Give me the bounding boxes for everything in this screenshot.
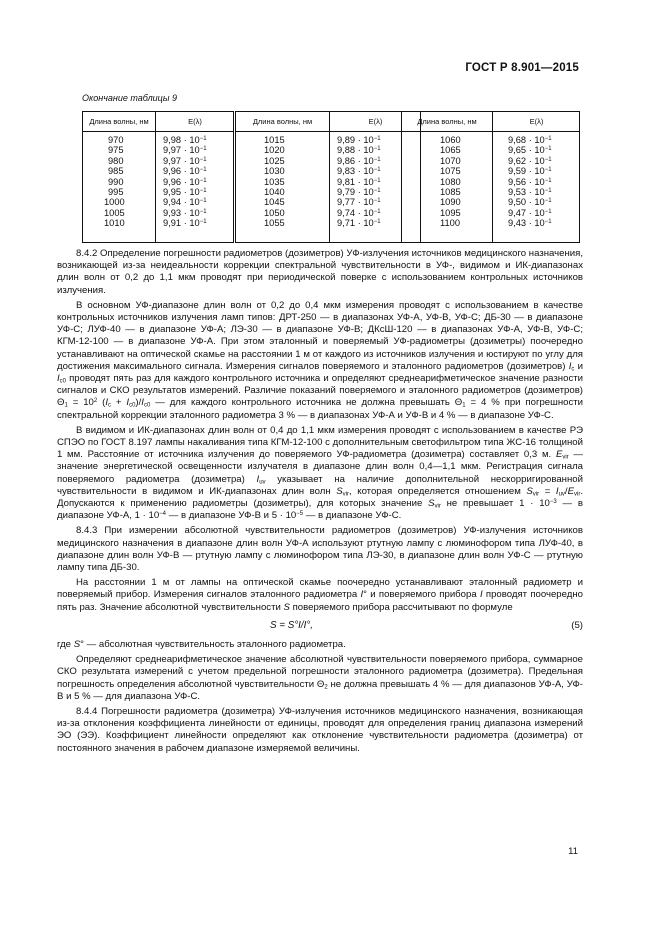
e-cell: $9,53 \cdot 10^{-1}$ [508,186,552,197]
table-header [83,112,233,132]
wavelength-cell: 1075 [440,166,461,177]
wavelength-cell: 985 [108,166,124,177]
wavelength-cell: 1020 [264,145,285,156]
wavelength-cell: 990 [108,176,124,187]
table-row [402,166,579,176]
wavelength-cell: 995 [108,186,124,197]
e-cell: $9,96 \cdot 10^{-1}$ [163,176,207,187]
wavelength-cell: 1015 [264,135,285,145]
col-header-e-lambda: E(λ) [188,117,202,126]
wavelength-cell: 975 [108,145,124,156]
table-row [402,208,579,218]
document-code: ГОСТ Р 8.901—2015 [465,62,579,74]
e-cell: $9,97 \cdot 10^{-1}$ [163,145,207,156]
table-row [236,218,420,228]
formula-5 [57,618,583,634]
e-cell: $9,65 \cdot 10^{-1}$ [508,145,552,156]
table-row [402,156,579,166]
body-text [57,248,583,758]
formula-expression: S = S°I/I°, [270,619,313,631]
e-cell: $9,62 \cdot 10^{-1}$ [508,155,552,166]
table-row [236,177,420,187]
e-cell: $9,43 \cdot 10^{-1}$ [508,218,552,229]
col-header-wavelength: Длина волны, нм [252,117,313,126]
wavelength-cell: 1035 [264,176,285,187]
wavelength-cell: 1065 [440,145,461,156]
table-row [402,135,579,145]
paragraph-8-4-3: 8.4.3 При измерении абсолютной чувствительности радиометров (дозиметров) УФ-излучения источников медицинского назначения в диапазоне длин волн УФ-А используют ртутную лампу с люминофором типа ЛУФ-40, в диапазоне длин волн УФ-В — ртутную лампу с люминофором типа ЛЭ-30, в диапазоне длин волн УФ-С — ртутную лампу типа ДБ-30. [57,525,583,574]
wavelength-cell: 1030 [264,166,285,177]
table-row [83,177,233,187]
table-row [83,218,233,228]
table-row [236,187,420,197]
table-row [83,166,233,176]
e-cell: $9,95 \cdot 10^{-1}$ [163,186,207,197]
wavelength-cell: 1095 [440,207,461,218]
table-row [83,197,233,207]
col-header-e-lambda: E(λ) [368,117,383,126]
wavelength-cell: 1080 [440,176,461,187]
wavelength-cell: 1045 [264,197,285,208]
table-row [402,218,579,228]
paragraph-uv-range: В основном УФ-диапазоне длин волн от 0,2 до 0,4 мкм измерения проводят с использованием в качестве контрольных источников излучения ламп типов: ДРТ-250 — в диапазонах УФ-А, УФ-В, УФ-С; ДБ-30 — в диапазоне УФ-С; ЛУФ-40 — в диапазоне УФ-А; ЛЭ-30 — в диапазоне УФ-В; ДКсШ-120 — в диапазонах УФ-А, УФ-В, УФ-С; КГМ-12-100 — в диапазоне УФ-А. При этом эталонный и поверяемый УФ-радиометры (дозиметры) поочередно устанавливают на оптической скамье на расстоянии 1 м от каждого из источников излучения и юстируют по углу для достижения максимального сигнала. Измерения сигналов поверяемого и эталонного радиометров (дозиметров) $I_c$ и $I_{c0}$ проводят пять раз для каждого контрольного источника и определяют среднеарифметическое значение разности сигналов и СКО результатов измерений. Различие показаний поверяемого и эталонного радиометров (дозиметров) $\Theta_1 = 10^2$ $(I_c + I_{c0})/I_{c0}$ — для каждого контрольного источника не должна превышать $\Theta_1 = 4$ % при погрешности спектральной коррекции эталонного радиометра 3 % — в диапазонах УФ-А и УФ-В и 4 % — в диапазоне УФ-С. [57,299,584,421]
e-cell: $9,89 \cdot 10^{-1}$ [337,135,381,145]
paragraph-8-4-4: 8.4.4 Погрешности радиометра (дозиметра) УФ-излучения источников медицинского назначения, возникающая из-за отклонения коэффициента линейности от единицы, проводят для определения границ диапазона измерений ЭО (ЭЭ). Коэффициент линейности определяют как отклонение чувствительности радиометра (дозиметра) от постоянного значения в рабочем диапазоне измеряемой величины. [57,705,583,754]
e-cell: $9,94 \cdot 10^{-1}$ [163,197,207,208]
col-header-wavelength: Длина волны, нм [89,117,149,126]
wavelength-cell: 980 [108,155,124,166]
table-body [236,135,420,229]
e-cell: $9,79 \cdot 10^{-1}$ [337,186,381,197]
table-row [83,156,233,166]
e-cell: $9,91 \cdot 10^{-1}$ [163,218,207,229]
wavelength-cell: 1090 [440,197,461,208]
table-row [402,187,579,197]
table-body [402,135,579,229]
e-cell: $9,96 \cdot 10^{-1}$ [163,166,207,177]
e-cell: $9,93 \cdot 10^{-1}$ [163,207,207,218]
e-cell: $9,77 \cdot 10^{-1}$ [337,197,381,208]
wavelength-cell: 970 [108,135,124,145]
e-cell: $9,56 \cdot 10^{-1}$ [508,176,552,187]
e-cell: $9,68 \cdot 10^{-1}$ [508,135,552,145]
e-cell: $9,50 \cdot 10^{-1}$ [508,197,552,208]
spectral-table [82,111,579,243]
table-row [83,145,233,155]
e-cell: $9,71 \cdot 10^{-1}$ [337,218,381,229]
page-number: 11 [568,846,578,857]
e-cell: $9,88 \cdot 10^{-1}$ [337,145,381,156]
table-row [236,145,420,155]
subtable-2 [235,111,421,243]
table-row [83,135,233,145]
table-row [236,166,420,176]
table-row [402,177,579,187]
e-cell: $9,81 \cdot 10^{-1}$ [337,176,381,187]
wavelength-cell: 1050 [264,207,285,218]
paragraph-where: где S° — абсолютная чувствительность эталонного радиометра. [57,638,346,650]
wavelength-cell: 1060 [440,135,461,145]
wavelength-cell: 1005 [104,207,125,218]
table-row [236,208,420,218]
table-caption: Окончание таблицы 9 [82,93,177,103]
e-cell: $9,59 \cdot 10^{-1}$ [508,166,552,177]
e-cell: $9,47 \cdot 10^{-1}$ [508,207,552,218]
table-row [83,187,233,197]
paragraph-mean-value: Определяют среднеарифметическое значение абсолютной чувствительности поверяемого прибора, суммарное СКО результата измерений с учетом предельной погрешности эталонного радиометра (дозиметра). Предельная погрешность определения абсолютной чувствительности $\Theta_2$ не должна превышать 4 % — для диапазонов УФ-А, УФ-В и 5 % — для диапазона УФ-С. [57,654,583,702]
table-header [236,112,420,132]
wavelength-cell: 1010 [104,218,125,229]
e-cell: $9,86 \cdot 10^{-1}$ [337,155,381,166]
col-header-e-lambda: E(λ) [529,117,544,126]
subtable-1 [82,111,234,243]
formula-number: (5) [571,619,583,631]
wavelength-cell: 1070 [440,155,461,166]
table-body [83,135,233,229]
paragraph-8-4-2: 8.4.2 Определение погрешности радиометров (дозиметров) УФ-излучения источников медицинского назначения, возникающей из-за неидеальности коррекции спектральной чувствительности в УФ-, видимом и ИК-диапазонах длин волн от 0,2 до 1,1 мкм проводят при периодической поверке с использованием контрольных источников излучения. [57,248,583,296]
wavelength-cell: 1085 [440,186,461,197]
e-cell: $9,97 \cdot 10^{-1}$ [163,155,207,166]
wavelength-cell: 1055 [264,218,285,229]
wavelength-cell: 1040 [264,186,285,197]
subtable-3 [401,111,580,243]
table-row [236,156,420,166]
wavelength-cell: 1100 [440,218,460,229]
table-row [402,145,579,155]
wavelength-cell: 1025 [264,155,285,166]
table-row [236,135,420,145]
table-row [83,208,233,218]
table-header [402,112,579,132]
col-header-wavelength: Длина волны, нм [417,117,477,126]
table-row [236,197,420,207]
e-cell: $9,74 \cdot 10^{-1}$ [337,207,381,218]
table-row [402,197,579,207]
wavelength-cell: 1000 [104,197,125,208]
paragraph-visible-ir-range: В видимом и ИК-диапазонах длин волн от 0,4 до 1,1 мкм измерения проводят с использованием в качестве РЭ СПЭО по ГОСТ 8.197 лампы накаливания типа КГМ-12-100 с дополнительным светофильтром типа ЖС-16 толщиной 1 мм. Расстояние от источника излучения до поверяемого УФ-радиометра (дозиметра) составляет 0,3 м. $E_{vir}$ — значение энергетической освещенности излучателя в диапазоне длин волн 0,4—1,1 мкм. Регистрация сигнала поверяемого радиометра (дозиметра) $I_{uv}$ указывает на наличие дополнительной нескорригированной чувствительности в видимом и ИК-диапазонах длин волн $S_{vir}$, которая определяется отношением $S_{vir} = I_{uv}/E_{vir}$. Допускаются к применению радиометры (дозиметры), для которых значение $S_{vir}$ не превышает $1 \cdot 10^{-3}$ — в диапазоне УФ-А, $1 \cdot 10^{-4}$ — в диапазоне УФ-В и $5 \cdot 10^{-5}$ — в диапазоне УФ-С. [57,424,583,522]
e-cell: $9,98 \cdot 10^{-1}$ [163,135,207,145]
paragraph-distance: На расстоянии 1 м от лампы на оптической скамье поочередно устанавливают эталонный радиометр и поверяемый прибор. Измерения сигналов эталонного радиометра I° и поверяемого прибора I проводят поочередно пять раз. Значение абсолютной чувствительности S поверяемого прибора рассчитывают по формуле [57,577,583,613]
e-cell: $9,83 \cdot 10^{-1}$ [337,166,381,177]
